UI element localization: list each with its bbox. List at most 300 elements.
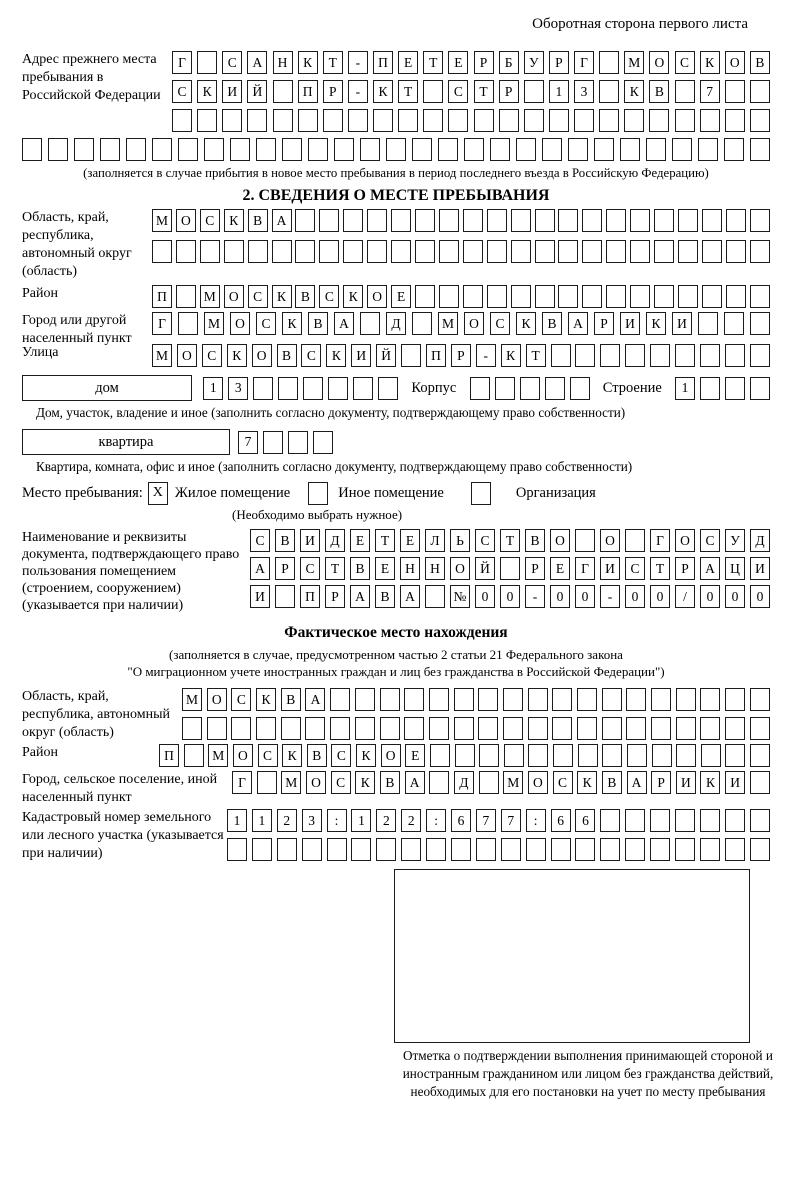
char-cell[interactable]: [256, 138, 276, 161]
cadastre-row-1[interactable]: [227, 809, 770, 832]
char-cell[interactable]: К: [256, 688, 276, 711]
char-cell[interactable]: [630, 285, 650, 308]
char-cell[interactable]: [750, 109, 770, 132]
char-cell[interactable]: [227, 838, 247, 861]
char-cell[interactable]: И: [300, 529, 320, 552]
char-cell[interactable]: [602, 717, 622, 740]
char-cell[interactable]: [520, 377, 540, 400]
char-cell[interactable]: [404, 717, 424, 740]
char-cell[interactable]: Л: [425, 529, 445, 552]
char-cell[interactable]: [552, 688, 572, 711]
char-cell[interactable]: Б: [499, 51, 519, 74]
char-cell[interactable]: [330, 688, 350, 711]
char-cell[interactable]: [725, 344, 745, 367]
char-cell[interactable]: К: [700, 771, 720, 794]
char-cell[interactable]: [558, 240, 578, 263]
char-cell[interactable]: О: [176, 209, 196, 232]
fact-gorod-row[interactable]: [232, 771, 770, 794]
char-cell[interactable]: [380, 688, 400, 711]
char-cell[interactable]: 2: [277, 809, 297, 832]
char-cell[interactable]: [702, 240, 722, 263]
char-cell[interactable]: [303, 377, 323, 400]
char-cell[interactable]: [725, 809, 745, 832]
char-cell[interactable]: [678, 209, 698, 232]
stroenie-cells[interactable]: [675, 377, 770, 400]
char-cell[interactable]: [528, 688, 548, 711]
char-cell[interactable]: [360, 138, 380, 161]
char-cell[interactable]: [503, 688, 523, 711]
char-cell[interactable]: А: [272, 209, 292, 232]
char-cell[interactable]: [367, 209, 387, 232]
char-cell[interactable]: [750, 744, 770, 767]
prev-address-row-1[interactable]: [172, 51, 770, 74]
char-cell[interactable]: Е: [375, 557, 395, 580]
char-cell[interactable]: 7: [501, 809, 521, 832]
char-cell[interactable]: [503, 717, 523, 740]
char-cell[interactable]: [558, 209, 578, 232]
char-cell[interactable]: [500, 557, 520, 580]
char-cell[interactable]: 1: [549, 80, 569, 103]
char-cell[interactable]: [380, 717, 400, 740]
char-cell[interactable]: Р: [325, 585, 345, 608]
oblast-row-2[interactable]: [152, 240, 770, 263]
char-cell[interactable]: В: [542, 312, 562, 335]
char-cell[interactable]: [726, 285, 746, 308]
char-cell[interactable]: С: [700, 529, 720, 552]
char-cell[interactable]: О: [725, 51, 745, 74]
char-cell[interactable]: [528, 744, 548, 767]
char-cell[interactable]: О: [450, 557, 470, 580]
char-cell[interactable]: [526, 838, 546, 861]
char-cell[interactable]: П: [298, 80, 318, 103]
char-cell[interactable]: Е: [550, 557, 570, 580]
char-cell[interactable]: 7: [238, 431, 258, 454]
char-cell[interactable]: [676, 717, 696, 740]
char-cell[interactable]: М: [182, 688, 202, 711]
char-cell[interactable]: Т: [323, 51, 343, 74]
char-cell[interactable]: Т: [398, 80, 418, 103]
char-cell[interactable]: [74, 138, 94, 161]
char-cell[interactable]: -: [348, 80, 368, 103]
char-cell[interactable]: Т: [526, 344, 546, 367]
char-cell[interactable]: И: [620, 312, 640, 335]
char-cell[interactable]: К: [197, 80, 217, 103]
char-cell[interactable]: [429, 688, 449, 711]
char-cell[interactable]: 0: [725, 585, 745, 608]
char-cell[interactable]: Д: [386, 312, 406, 335]
char-cell[interactable]: М: [200, 285, 220, 308]
char-cell[interactable]: [451, 838, 471, 861]
char-cell[interactable]: [288, 431, 308, 454]
char-cell[interactable]: [524, 80, 544, 103]
char-cell[interactable]: К: [282, 744, 302, 767]
char-cell[interactable]: О: [528, 771, 548, 794]
char-cell[interactable]: [415, 285, 435, 308]
flat-number-cells[interactable]: [238, 431, 333, 454]
char-cell[interactable]: [511, 240, 531, 263]
char-cell[interactable]: -: [348, 51, 368, 74]
char-cell[interactable]: В: [750, 51, 770, 74]
char-cell[interactable]: П: [152, 285, 172, 308]
char-cell[interactable]: [224, 240, 244, 263]
char-cell[interactable]: Е: [405, 744, 425, 767]
char-cell[interactable]: [600, 809, 620, 832]
char-cell[interactable]: [626, 688, 646, 711]
char-cell[interactable]: [724, 138, 744, 161]
char-cell[interactable]: В: [525, 529, 545, 552]
char-cell[interactable]: №: [450, 585, 470, 608]
char-cell[interactable]: К: [700, 51, 720, 74]
char-cell[interactable]: Й: [475, 557, 495, 580]
char-cell[interactable]: -: [525, 585, 545, 608]
char-cell[interactable]: [463, 209, 483, 232]
char-cell[interactable]: [675, 344, 695, 367]
char-cell[interactable]: [651, 717, 671, 740]
prev-address-row-3[interactable]: [172, 109, 770, 132]
char-cell[interactable]: К: [624, 80, 644, 103]
char-cell[interactable]: [701, 744, 721, 767]
char-cell[interactable]: С: [300, 557, 320, 580]
house-number-cells[interactable]: [203, 377, 398, 400]
char-cell[interactable]: [750, 240, 770, 263]
char-cell[interactable]: О: [381, 744, 401, 767]
char-cell[interactable]: И: [676, 771, 696, 794]
char-cell[interactable]: Р: [474, 51, 494, 74]
char-cell[interactable]: [487, 209, 507, 232]
char-cell[interactable]: [698, 312, 718, 335]
char-cell[interactable]: [426, 838, 446, 861]
char-cell[interactable]: [646, 138, 666, 161]
char-cell[interactable]: Р: [549, 51, 569, 74]
char-cell[interactable]: [487, 240, 507, 263]
char-cell[interactable]: О: [252, 344, 272, 367]
char-cell[interactable]: [360, 312, 380, 335]
char-cell[interactable]: [22, 138, 42, 161]
char-cell[interactable]: [650, 809, 670, 832]
char-cell[interactable]: [378, 377, 398, 400]
char-cell[interactable]: [178, 138, 198, 161]
char-cell[interactable]: [343, 209, 363, 232]
char-cell[interactable]: [152, 240, 172, 263]
char-cell[interactable]: [650, 344, 670, 367]
char-cell[interactable]: [620, 138, 640, 161]
checkbox-organization[interactable]: [471, 482, 491, 505]
char-cell[interactable]: [278, 377, 298, 400]
char-cell[interactable]: [625, 529, 645, 552]
char-cell[interactable]: О: [649, 51, 669, 74]
char-cell[interactable]: [323, 109, 343, 132]
char-cell[interactable]: С: [248, 285, 268, 308]
rayon-row[interactable]: [152, 285, 770, 308]
char-cell[interactable]: Т: [325, 557, 345, 580]
char-cell[interactable]: [470, 377, 490, 400]
char-cell[interactable]: Й: [247, 80, 267, 103]
char-cell[interactable]: И: [600, 557, 620, 580]
char-cell[interactable]: [535, 285, 555, 308]
char-cell[interactable]: [197, 109, 217, 132]
char-cell[interactable]: [438, 138, 458, 161]
char-cell[interactable]: К: [356, 744, 376, 767]
char-cell[interactable]: [257, 771, 277, 794]
char-cell[interactable]: -: [600, 585, 620, 608]
char-cell[interactable]: 0: [750, 585, 770, 608]
char-cell[interactable]: [327, 838, 347, 861]
char-cell[interactable]: [355, 717, 375, 740]
char-cell[interactable]: А: [305, 688, 325, 711]
char-cell[interactable]: [478, 688, 498, 711]
char-cell[interactable]: Г: [574, 51, 594, 74]
char-cell[interactable]: М: [281, 771, 301, 794]
char-cell[interactable]: В: [649, 80, 669, 103]
ulitsa-row[interactable]: [152, 344, 770, 367]
char-cell[interactable]: К: [646, 312, 666, 335]
char-cell[interactable]: [176, 285, 196, 308]
char-cell[interactable]: [675, 809, 695, 832]
char-cell[interactable]: -: [476, 344, 496, 367]
char-cell[interactable]: В: [248, 209, 268, 232]
char-cell[interactable]: [511, 285, 531, 308]
char-cell[interactable]: Т: [650, 557, 670, 580]
char-cell[interactable]: [700, 377, 720, 400]
char-cell[interactable]: [750, 838, 770, 861]
char-cell[interactable]: В: [295, 285, 315, 308]
char-cell[interactable]: [750, 80, 770, 103]
char-cell[interactable]: 0: [550, 585, 570, 608]
char-cell[interactable]: [700, 717, 720, 740]
char-cell[interactable]: [319, 209, 339, 232]
char-cell[interactable]: О: [224, 285, 244, 308]
char-cell[interactable]: [625, 344, 645, 367]
char-cell[interactable]: [750, 377, 770, 400]
char-cell[interactable]: [501, 838, 521, 861]
char-cell[interactable]: [725, 688, 745, 711]
char-cell[interactable]: [231, 717, 251, 740]
char-cell[interactable]: [295, 240, 315, 263]
char-cell[interactable]: О: [464, 312, 484, 335]
char-cell[interactable]: [281, 717, 301, 740]
char-cell[interactable]: Р: [594, 312, 614, 335]
char-cell[interactable]: К: [501, 344, 521, 367]
char-cell[interactable]: [582, 285, 602, 308]
char-cell[interactable]: [650, 838, 670, 861]
char-cell[interactable]: [334, 138, 354, 161]
char-cell[interactable]: [373, 109, 393, 132]
char-cell[interactable]: [439, 240, 459, 263]
gorod-row[interactable]: [152, 312, 770, 335]
fact-oblast-row-1[interactable]: [182, 688, 770, 711]
char-cell[interactable]: Е: [400, 529, 420, 552]
char-cell[interactable]: С: [258, 744, 278, 767]
char-cell[interactable]: Е: [350, 529, 370, 552]
char-cell[interactable]: С: [231, 688, 251, 711]
char-cell[interactable]: С: [331, 744, 351, 767]
char-cell[interactable]: Г: [575, 557, 595, 580]
char-cell[interactable]: [542, 138, 562, 161]
char-cell[interactable]: [182, 717, 202, 740]
char-cell[interactable]: К: [298, 51, 318, 74]
char-cell[interactable]: Р: [275, 557, 295, 580]
char-cell[interactable]: Д: [750, 529, 770, 552]
char-cell[interactable]: [252, 838, 272, 861]
char-cell[interactable]: [627, 744, 647, 767]
char-cell[interactable]: [599, 80, 619, 103]
char-cell[interactable]: [430, 744, 450, 767]
char-cell[interactable]: [487, 285, 507, 308]
char-cell[interactable]: [490, 138, 510, 161]
char-cell[interactable]: [702, 209, 722, 232]
char-cell[interactable]: Т: [423, 51, 443, 74]
char-cell[interactable]: А: [247, 51, 267, 74]
char-cell[interactable]: К: [343, 285, 363, 308]
char-cell[interactable]: [263, 431, 283, 454]
char-cell[interactable]: [575, 529, 595, 552]
char-cell[interactable]: [606, 209, 626, 232]
char-cell[interactable]: [386, 138, 406, 161]
char-cell[interactable]: К: [373, 80, 393, 103]
char-cell[interactable]: Е: [391, 285, 411, 308]
char-cell[interactable]: [750, 285, 770, 308]
char-cell[interactable]: [197, 51, 217, 74]
char-cell[interactable]: [463, 285, 483, 308]
char-cell[interactable]: К: [516, 312, 536, 335]
char-cell[interactable]: [248, 240, 268, 263]
char-cell[interactable]: А: [627, 771, 647, 794]
char-cell[interactable]: Р: [499, 80, 519, 103]
char-cell[interactable]: О: [230, 312, 250, 335]
char-cell[interactable]: [553, 744, 573, 767]
char-cell[interactable]: :: [426, 809, 446, 832]
char-cell[interactable]: Г: [650, 529, 670, 552]
char-cell[interactable]: В: [277, 344, 297, 367]
char-cell[interactable]: М: [503, 771, 523, 794]
char-cell[interactable]: [602, 744, 622, 767]
char-cell[interactable]: [253, 377, 273, 400]
char-cell[interactable]: [654, 285, 674, 308]
char-cell[interactable]: [750, 771, 770, 794]
char-cell[interactable]: [676, 744, 696, 767]
char-cell[interactable]: 1: [351, 809, 371, 832]
char-cell[interactable]: [504, 744, 524, 767]
char-cell[interactable]: А: [405, 771, 425, 794]
char-cell[interactable]: 0: [475, 585, 495, 608]
char-cell[interactable]: [277, 838, 297, 861]
char-cell[interactable]: [308, 138, 328, 161]
char-cell[interactable]: [273, 109, 293, 132]
checkbox-other-premises[interactable]: [308, 482, 328, 505]
char-cell[interactable]: П: [373, 51, 393, 74]
char-cell[interactable]: [479, 744, 499, 767]
char-cell[interactable]: [570, 377, 590, 400]
char-cell[interactable]: С: [490, 312, 510, 335]
prev-address-row-4[interactable]: [22, 138, 770, 161]
char-cell[interactable]: [725, 80, 745, 103]
char-cell[interactable]: [726, 240, 746, 263]
char-cell[interactable]: С: [319, 285, 339, 308]
char-cell[interactable]: П: [300, 585, 320, 608]
char-cell[interactable]: Ь: [450, 529, 470, 552]
char-cell[interactable]: [200, 240, 220, 263]
char-cell[interactable]: [675, 838, 695, 861]
char-cell[interactable]: [558, 285, 578, 308]
char-cell[interactable]: 1: [675, 377, 695, 400]
char-cell[interactable]: [724, 312, 744, 335]
char-cell[interactable]: 3: [228, 377, 248, 400]
char-cell[interactable]: К: [227, 344, 247, 367]
char-cell[interactable]: [184, 744, 204, 767]
char-cell[interactable]: [552, 717, 572, 740]
char-cell[interactable]: [574, 109, 594, 132]
char-cell[interactable]: [516, 138, 536, 161]
char-cell[interactable]: [152, 138, 172, 161]
char-cell[interactable]: [367, 240, 387, 263]
char-cell[interactable]: И: [750, 557, 770, 580]
char-cell[interactable]: 6: [451, 809, 471, 832]
char-cell[interactable]: [176, 240, 196, 263]
char-cell[interactable]: [376, 838, 396, 861]
char-cell[interactable]: [582, 209, 602, 232]
char-cell[interactable]: [178, 312, 198, 335]
char-cell[interactable]: [600, 838, 620, 861]
char-cell[interactable]: С: [200, 209, 220, 232]
char-cell[interactable]: [100, 138, 120, 161]
document-row-1[interactable]: [250, 529, 770, 552]
char-cell[interactable]: И: [725, 771, 745, 794]
char-cell[interactable]: Р: [675, 557, 695, 580]
char-cell[interactable]: [478, 717, 498, 740]
char-cell[interactable]: В: [275, 529, 295, 552]
char-cell[interactable]: 1: [203, 377, 223, 400]
char-cell[interactable]: Т: [474, 80, 494, 103]
document-row-2[interactable]: [250, 557, 770, 580]
char-cell[interactable]: 3: [574, 80, 594, 103]
char-cell[interactable]: [750, 809, 770, 832]
char-cell[interactable]: [404, 688, 424, 711]
char-cell[interactable]: [355, 688, 375, 711]
char-cell[interactable]: [750, 717, 770, 740]
char-cell[interactable]: [651, 688, 671, 711]
char-cell[interactable]: [222, 109, 242, 132]
char-cell[interactable]: П: [159, 744, 179, 767]
char-cell[interactable]: [230, 138, 250, 161]
char-cell[interactable]: Ц: [725, 557, 745, 580]
oblast-row-1[interactable]: [152, 209, 770, 232]
char-cell[interactable]: [305, 717, 325, 740]
char-cell[interactable]: К: [577, 771, 597, 794]
char-cell[interactable]: [700, 109, 720, 132]
char-cell[interactable]: [348, 109, 368, 132]
char-cell[interactable]: [207, 717, 227, 740]
char-cell[interactable]: Н: [400, 557, 420, 580]
char-cell[interactable]: [343, 240, 363, 263]
char-cell[interactable]: [700, 344, 720, 367]
char-cell[interactable]: С: [625, 557, 645, 580]
char-cell[interactable]: [415, 209, 435, 232]
char-cell[interactable]: [391, 240, 411, 263]
char-cell[interactable]: М: [624, 51, 644, 74]
char-cell[interactable]: [454, 717, 474, 740]
char-cell[interactable]: [549, 109, 569, 132]
char-cell[interactable]: [624, 109, 644, 132]
char-cell[interactable]: [725, 838, 745, 861]
char-cell[interactable]: [725, 109, 745, 132]
char-cell[interactable]: 7: [476, 809, 496, 832]
char-cell[interactable]: Р: [651, 771, 671, 794]
char-cell[interactable]: 0: [575, 585, 595, 608]
prev-address-row-2[interactable]: [172, 80, 770, 103]
char-cell[interactable]: М: [438, 312, 458, 335]
char-cell[interactable]: [455, 744, 475, 767]
fact-rayon-row[interactable]: [159, 744, 770, 767]
